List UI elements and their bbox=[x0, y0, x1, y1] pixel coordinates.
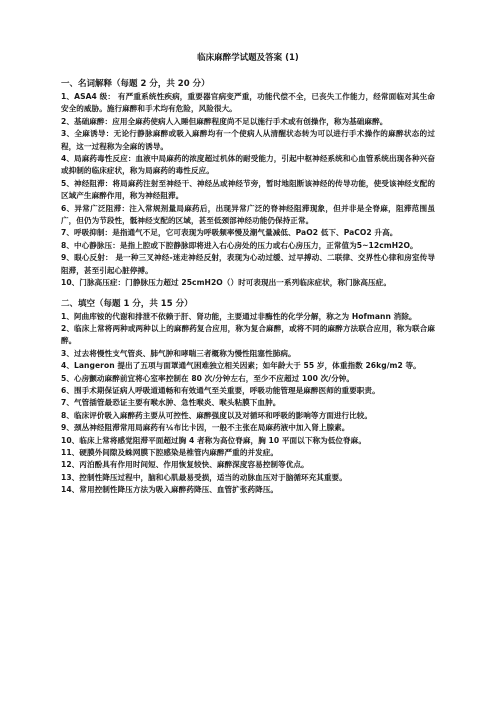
fill-in-item: 2、临床上常将两种或两种以上的麻醉药复合应用，称为复合麻醉，或将不同的麻醉方法联合应用，称为联合麻醉。 bbox=[61, 323, 435, 346]
fill-in-item: 9、颈丛神经阻滞常用局麻药有¼布比卡因，一般不主张在局麻药液中加入肾上腺素。 bbox=[61, 423, 350, 433]
fill-in-item: 5、心房颤动麻醉前宜将心室率控制在 80 次/分钟左右，至少不应超过 100 次/分钟。 bbox=[61, 373, 355, 383]
fill-in-item: 4、Langeron 提出了五项与面罩通气困难独立相关因素；如年龄大于 55 岁，体重指数 26kg/m2 等。 bbox=[61, 361, 421, 371]
definition-item: 7、呼吸抑制：是指通气不足，它可表现为呼吸频率慢及潮气量减低、PaO2 低下、PaCO2 升高。 bbox=[61, 228, 398, 238]
fill-in-item: 10、临床上常将感觉阻滞平面超过胸 4 者称为高位脊麻，胸 10 平面以下称为低位脊麻。 bbox=[61, 435, 366, 445]
definition-item: 10、门脉高压症：门静脉压力超过 25cmH2O（）时可表现出一系列临床症状，称门脉高压症。 bbox=[61, 278, 391, 288]
fill-in-item: 12、丙泊酚具有作用时间短、作用恢复较快、麻醉深度容易控制等优点。 bbox=[61, 460, 309, 470]
definition-item: 1、ASA4 级： 有严重系统性疾病，重要器官病变严重，功能代偿不全，已丧失工作能力，经常面临对其生命安全的威胁。施行麻醉和手术均有危险，风险很大。 bbox=[61, 92, 435, 114]
definition-item: 6、异常广泛阻滞：注入常规剂量局麻药后，出现异常广泛的脊神经阻滞现象，但并非是全脊麻，阻滞范围虽广，但仍为节段性，骶神经支配的区域，甚至低颈部神经功能仍保持正常。 bbox=[61, 203, 435, 226]
section-heading-fill-in: 二、填空（每题 1 分，共 15 分） bbox=[61, 298, 193, 309]
fill-in-item: 11、硬膜外间隙及蛛网膜下腔感染是椎管内麻醉严重的并发症。 bbox=[61, 447, 279, 457]
fill-in-item: 8、临床评价吸入麻醉药主要从可控性、麻醉强度以及对循环和呼吸的影响等方面进行比较。 bbox=[61, 410, 373, 420]
section-heading-definitions: 一、名词解释（每题 2 分，共 20 分） bbox=[61, 79, 210, 89]
section-gap bbox=[61, 290, 435, 298]
fill-in-item: 1、阿曲库铵的代谢和排泄不依赖于肝、肾功能，主要通过非酶性的化学分解，称之为 Hofmann 消除。 bbox=[61, 311, 417, 321]
document-title: 临床麻醉学试题及答案 (1) bbox=[197, 53, 299, 63]
definition-item: 9、眼心反射： 是一种三叉神经-迷走神经反射，表现为心动过缓、过早搏动、二联律、交界性心律和房室传导阻滞，甚至引起心脏停搏。 bbox=[61, 253, 435, 275]
definition-item: 5、神经阻滞：将局麻药注射至神经干、神经丛或神经节旁，暂时地阻断该神经的传导功能，使受该神经支配的区域产生麻醉作用，称为神经阻滞。 bbox=[61, 178, 435, 201]
fill-in-item: 13、控制性降压过程中，脑和心肌最易受损，适当的动脉血压对于脑循环充其重要。 bbox=[61, 472, 347, 482]
fill-in-item: 6、围手术期保证病人呼吸道通畅和有效通气至关重要，呼吸功能管理是麻醉医师的重要职责。 bbox=[61, 385, 380, 395]
fill-in-item: 3、过去将慢性支气管炎、肺气肿和哮喘三者概称为慢性阻塞性肺病。 bbox=[61, 348, 296, 358]
definition-item: 2、基础麻醉：应用全麻药使病人入睡但麻醉程度尚不足以施行手术或有创操作，称为基础麻醉。 bbox=[61, 116, 388, 126]
definition-item: 8、中心静脉压：是指上腔或下腔静脉即将进入右心房处的压力或右心房压力，正常值为5~12cmH2O。 bbox=[61, 240, 418, 250]
definition-item: 4、局麻药毒性反应：血液中局麻药的浓度超过机体的耐受能力，引起中枢神经系统和心血管系统出现各种兴奋或抑制的临床症状，称为局麻药的毒性反应。 bbox=[61, 154, 435, 176]
definition-item: 3、全麻诱导：无论行静脉麻醉或吸入麻醉均有一个使病人从清醒状态转为可以进行手术操作的麻醉状态的过程，这一过程称为全麻的诱导。 bbox=[61, 129, 435, 151]
fill-in-item: 7、气管插管最恐证主要有喉水肿、急性喉炎、喉头粘膜下血肿。 bbox=[61, 398, 281, 408]
fill-in-item: 14、常用控制性降压方法为吸入麻醉药降压、血管扩张药降压。 bbox=[61, 485, 279, 495]
